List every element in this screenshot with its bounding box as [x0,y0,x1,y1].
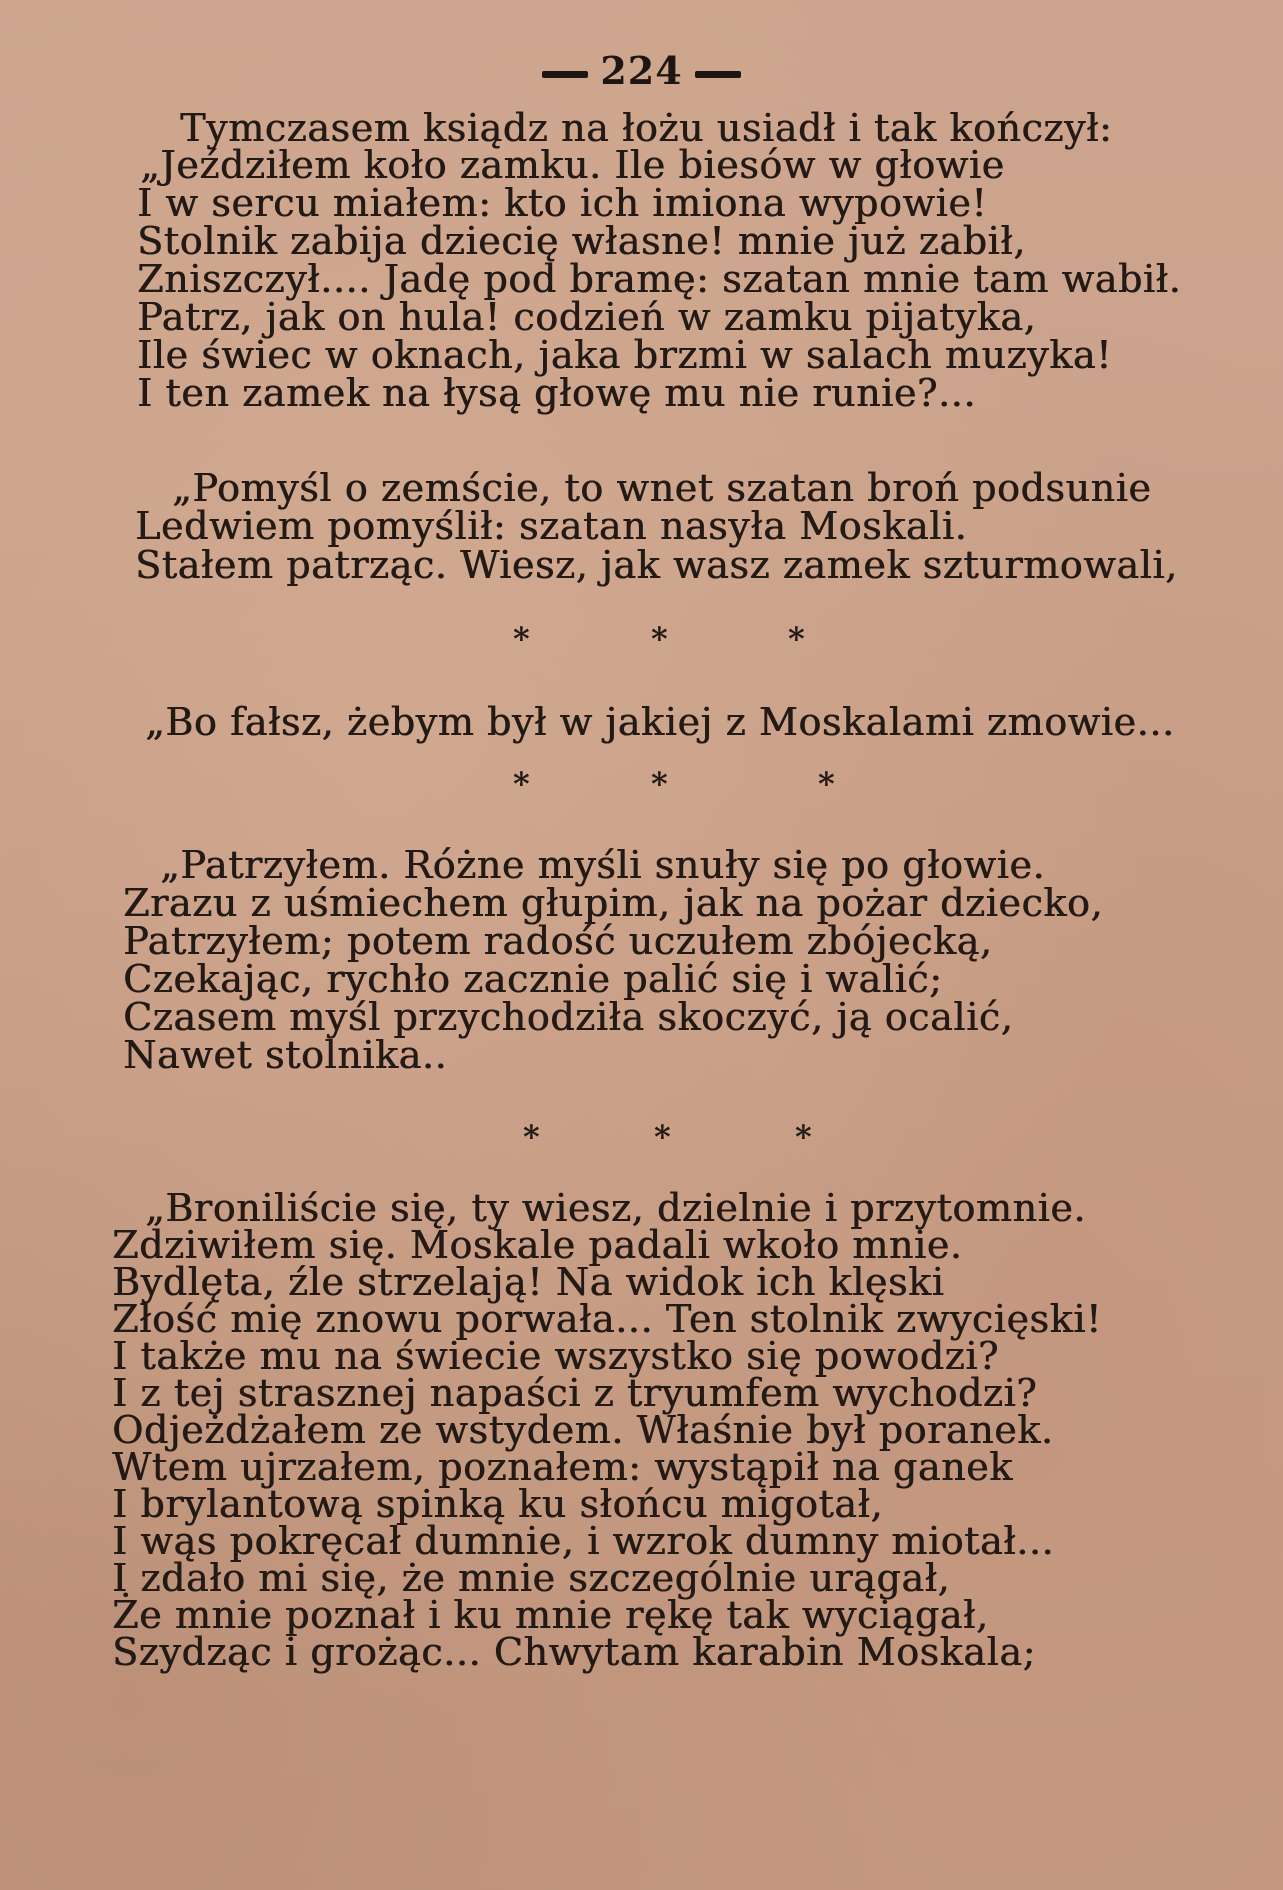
separator-star: * [651,620,668,658]
verse-line: Stolnik zabija dziecię własne! mnie już zabił, [137,219,1026,263]
verse-line: Ledwiem pomyślił: szatan nasyła Moskali. [135,504,968,548]
verse-line: Patrz, jak on hula! codzień w zamku pijatyka, [137,295,1037,339]
section-separator [0,765,1283,805]
verse-line: I także mu na świecie wszystko się powodzi? [112,1334,999,1378]
verse-line: I ten zamek na łysą głowę mu nie runie?... [137,371,976,415]
verse-line: Szydząc i grożąc... Chwytam karabin Moskala; [112,1630,1036,1674]
verse-line: I zdało mi się, że mnie szczególnie urągał, [112,1556,951,1600]
verse-line: Patrzyłem; potem radość uczułem zbójecką, [123,919,993,963]
verse-line: Że mnie poznał i ku mnie rękę tak wyciągał, [112,1593,989,1637]
separator-star: * [788,620,805,658]
verse-line: Wtem ujrzałem, poznałem: wystąpił na ganek [112,1445,1013,1489]
separator-star: * [513,765,530,803]
right-dash-ornament [695,71,741,78]
verse-line: Zrazu z uśmiechem głupim, jak na pożar dziecko, [123,881,1104,925]
page-number-header [0,48,1283,93]
separator-star: * [654,1118,671,1156]
separator-star: * [513,620,530,658]
verse-line: „Broniliście się, ty wiesz, dzielnie i przytomnie. [145,1186,1086,1230]
verse-line: „Pomyśl o zemście, to wnet szatan broń podsunie [172,466,1152,510]
separator-star: * [651,765,668,803]
verse-line: I w sercu miałem: kto ich imiona wypowie! [137,181,988,225]
verse-line: Ile świec w oknach, jaka brzmi w salach muzyka! [137,333,1112,377]
separator-star: * [818,765,835,803]
verse-line: Nawet stolnika.. [123,1033,448,1077]
verse-line: Zdziwiłem się. Moskale padali wkoło mnie. [112,1223,963,1267]
verse-line: Czasem myśl przychodziła skoczyć, ją ocalić, [123,995,1014,1039]
verse-line: „Bo fałsz, żebym był w jakiej z Moskalami zmowie... [145,700,1175,744]
separator-star: * [795,1118,812,1156]
verse-line: Zniszczył.... Jadę pod bramę: szatan mnie tam wabił. [137,257,1182,301]
verse-line: Bydlęta, źle strzelają! Na widok ich klęski [112,1260,945,1304]
verse-line: I z tej strasznej napaści z tryumfem wychodzi? [112,1371,1038,1415]
verse-line: Stałem patrząc. Wiesz, jak wasz zamek szturmowali, [135,543,1178,587]
section-separator [0,1118,1283,1158]
section-separator [0,620,1283,660]
verse-line: I brylantową spinką ku słońcu migotał, [112,1482,884,1526]
verse-line: Czekając, rychło zacznie palić się i walić; [123,957,943,1001]
verse-line: Odjeżdżałem ze wstydem. Właśnie był poranek. [112,1408,1054,1452]
page-number: 224 [600,48,683,93]
verse-line: „Jeździłem koło zamku. Ile biesów w głowie [140,143,1005,187]
separator-star: * [523,1118,540,1156]
verse-line: Tymczasem ksiądz na łożu usiadł i tak kończył: [180,106,1113,150]
verse-line: „Patrzyłem. Różne myśli snuły się po głowie. [160,843,1046,887]
verse-line: I wąs pokręcał dumnie, i wzrok dumny miotał... [112,1519,1055,1563]
left-dash-ornament [542,71,588,78]
verse-line: Złość mię znowu porwała... Ten stolnik zwycięski! [112,1297,1102,1341]
